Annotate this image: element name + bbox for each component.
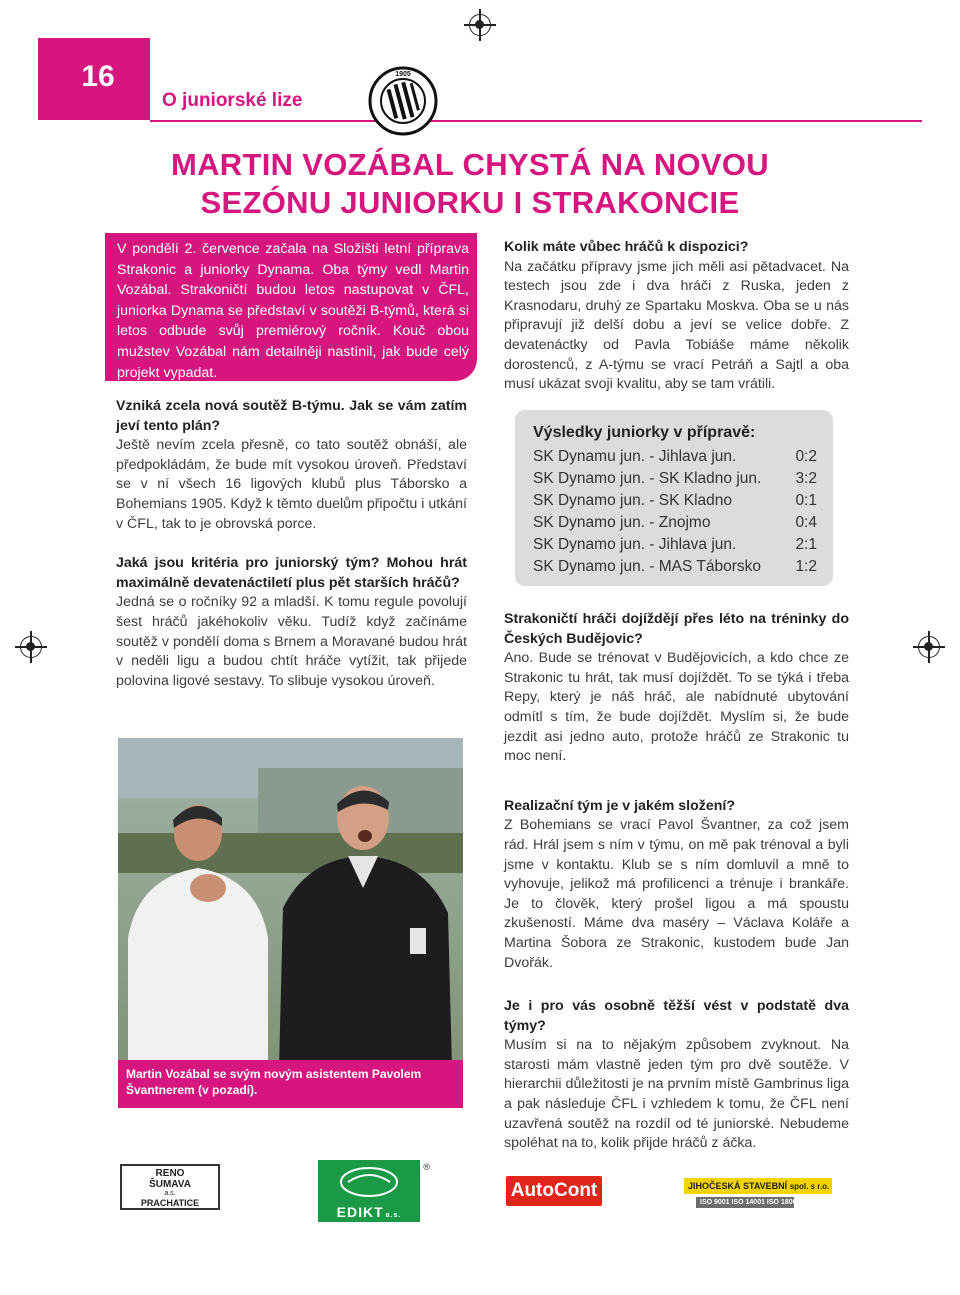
answer-3: Na začátku přípravy jsme jich měli asi pětadvacet. Na testech jsou zde i dva hráči z Ruska, jeden z Krasnodaru, druhý ze Spartaku Moskva. Oba se u nás připravují již delší dobu a jeví se velice dobře. Z devatenáctky od Pavla Tobiáše máme několik dorostenců, z A-týmu se vrací Petráň a Sajtl a oba musí ukázat svoji kvalitu, aby se tam vrátili. — [504, 258, 849, 393]
headline-line-2: SEZÓNU JUNIORKU I STRAKONCIE — [200, 185, 740, 220]
question-5: Realizační tým je v jakém složení? — [504, 797, 736, 814]
photo-coaches — [118, 738, 463, 1108]
question-2: Jaká jsou kritéria pro juniorský tým? Mohou hrát maximálně devatenáctiletí plus pět starších hráčů? — [116, 555, 467, 591]
result-row: SK Dynamo jun. - Znojmo 0:4 — [533, 514, 817, 531]
question-1: Vzniká zcela nová soutěž B-týmu. Jak se vám zatím jeví tento plán? — [116, 398, 467, 434]
answer-6: Musím si na to nějakým způsobem zvyknout. Na starosti mám vlastně jeden tým pro dvě soutěže. V hierarchii důležitosti je na prvním místě Gambrinus liga a pak následuje ČFL i vzhledem k tomu, že ČFL není uzavřená soutěž na rozdíl od té juniorské. Nebudeme spoléhat na to, kolik přijde hráčů z áčka. — [504, 1037, 849, 1152]
right-column-middle — [504, 610, 849, 1154]
photo-caption: Martin Vozábal se svým novým asistentem Pavolem Švantnerem (v pozadí). — [118, 1060, 463, 1108]
section-title: O juniorské lize — [162, 90, 303, 111]
answer-1: Ještě nevím zcela přesně, co tato soutěž obnáší, ale předpokládám, že bude mít vysokou úroveň. Představí se v ní všech 16 ligových klubů plus Táborsko a Bohemians 1905. Když k těmto duelům připočtu i utkání v ČFL, tak to je obrovská porce. — [116, 437, 467, 532]
intro-box: V pondělí 2. července začala na Složišti letní příprava Strakonic a juniorky Dynama. Oba týmy vedl Martin Vozábal. Strakoničtí budou letos nastupovat v ČFL, juniorka Dynama se představí v soutěži B-týmů, která si letos odbude svůj premiérový ročník. Kouč obou mužstev Vozábal nám detailněji nastínil, jak bude celý projekt vypadat. — [105, 233, 477, 381]
club-logo — [368, 66, 438, 136]
result-row: SK Dynamo jun. - SK Kladno jun. 3:2 — [533, 470, 817, 487]
header-divider — [150, 120, 922, 122]
results-title: Výsledky juniorky v přípravě: — [533, 424, 756, 441]
sponsor-edikt-logo: EDIKT a.s. ® — [318, 1160, 420, 1222]
result-row: SK Dynamo jun. - SK Kladno 0:1 — [533, 492, 817, 509]
sponsor-jihoceska-logo: JIHOČESKÁ STAVEBNÍ spol. s r.o. ISO 9001 ISO 14001 ISO 18001 — [684, 1178, 832, 1212]
page-number: 16 — [81, 60, 115, 93]
registration-mark-right — [918, 636, 940, 658]
result-row: SK Dynamu jun. - Jihlava jun. 0:2 — [533, 448, 817, 465]
question-4: Strakoničtí hráči dojíždějí přes léto na tréninky do Českých Budějovic? — [504, 611, 849, 647]
sponsor-autocont-logo: AutoCont — [506, 1176, 602, 1206]
headline-line-1: MARTIN VOZÁBAL CHYSTÁ NA NOVOU — [171, 147, 769, 182]
answer-2: Jedná se o ročníky 92 a mladší. K tomu regule povolují šest hráčů jakéhokoliv věku. Tudíž když začínáme soutěž v pondělí doma s Brnem a Moravané budou hrát v neděli ligu a budou chtít hráče vytížit, tak přijede polovina ligové sestavy. To slibuje vysokou úroveň. — [116, 594, 467, 689]
headline — [150, 146, 790, 222]
result-row: SK Dynamo jun. - MAS Táborsko 1:2 — [533, 558, 817, 575]
question-3: Kolik máte vůbec hráčů k dispozici? — [504, 239, 749, 255]
right-column-top — [504, 238, 849, 395]
answer-5: Z Bohemians se vrací Pavol Švantner, za což jsem rád. Hrál jsem s ním v týmu, on mě pak trénoval a byli jsme v kontaktu. Klub se s ním domluvil a mně to vyhovuje, jelikož má profilicenci a trénuje i brankáře. Je to člověk, který prošel ligou a má spoustu zkušeností. Máme dva maséry – Václava Koláře a Martina Šobora ze Strakonic, kustodem bude Jan Dvořák. — [504, 817, 849, 971]
answer-4: Ano. Bude se trénovat v Budějovicích, a kdo chce ze Strakonic tu hrát, tak musí dojíždět. To se týká i třeba Repy, který je náš hráč, ale nabídnuté ubytování odmítl s tím, že bude dojíždět. Myslím si, že bude jezdit asi jedno auto, protože hráčů ze Strakonic tu moc není. — [504, 650, 849, 765]
result-row: SK Dynamo jun. - Jihlava jun. 2:1 — [533, 536, 817, 553]
registration-mark-left — [20, 636, 42, 658]
sponsor-reno-logo: RENO ŠUMAVA a.s. PRACHATICE — [120, 1164, 220, 1210]
logo-year: 1905 — [395, 71, 411, 78]
results-box — [515, 410, 833, 586]
question-6: Je i pro vás osobně těžší vést v podstatě dva týmy? — [504, 998, 849, 1034]
left-column — [116, 397, 467, 691]
registration-mark-top — [469, 14, 491, 36]
